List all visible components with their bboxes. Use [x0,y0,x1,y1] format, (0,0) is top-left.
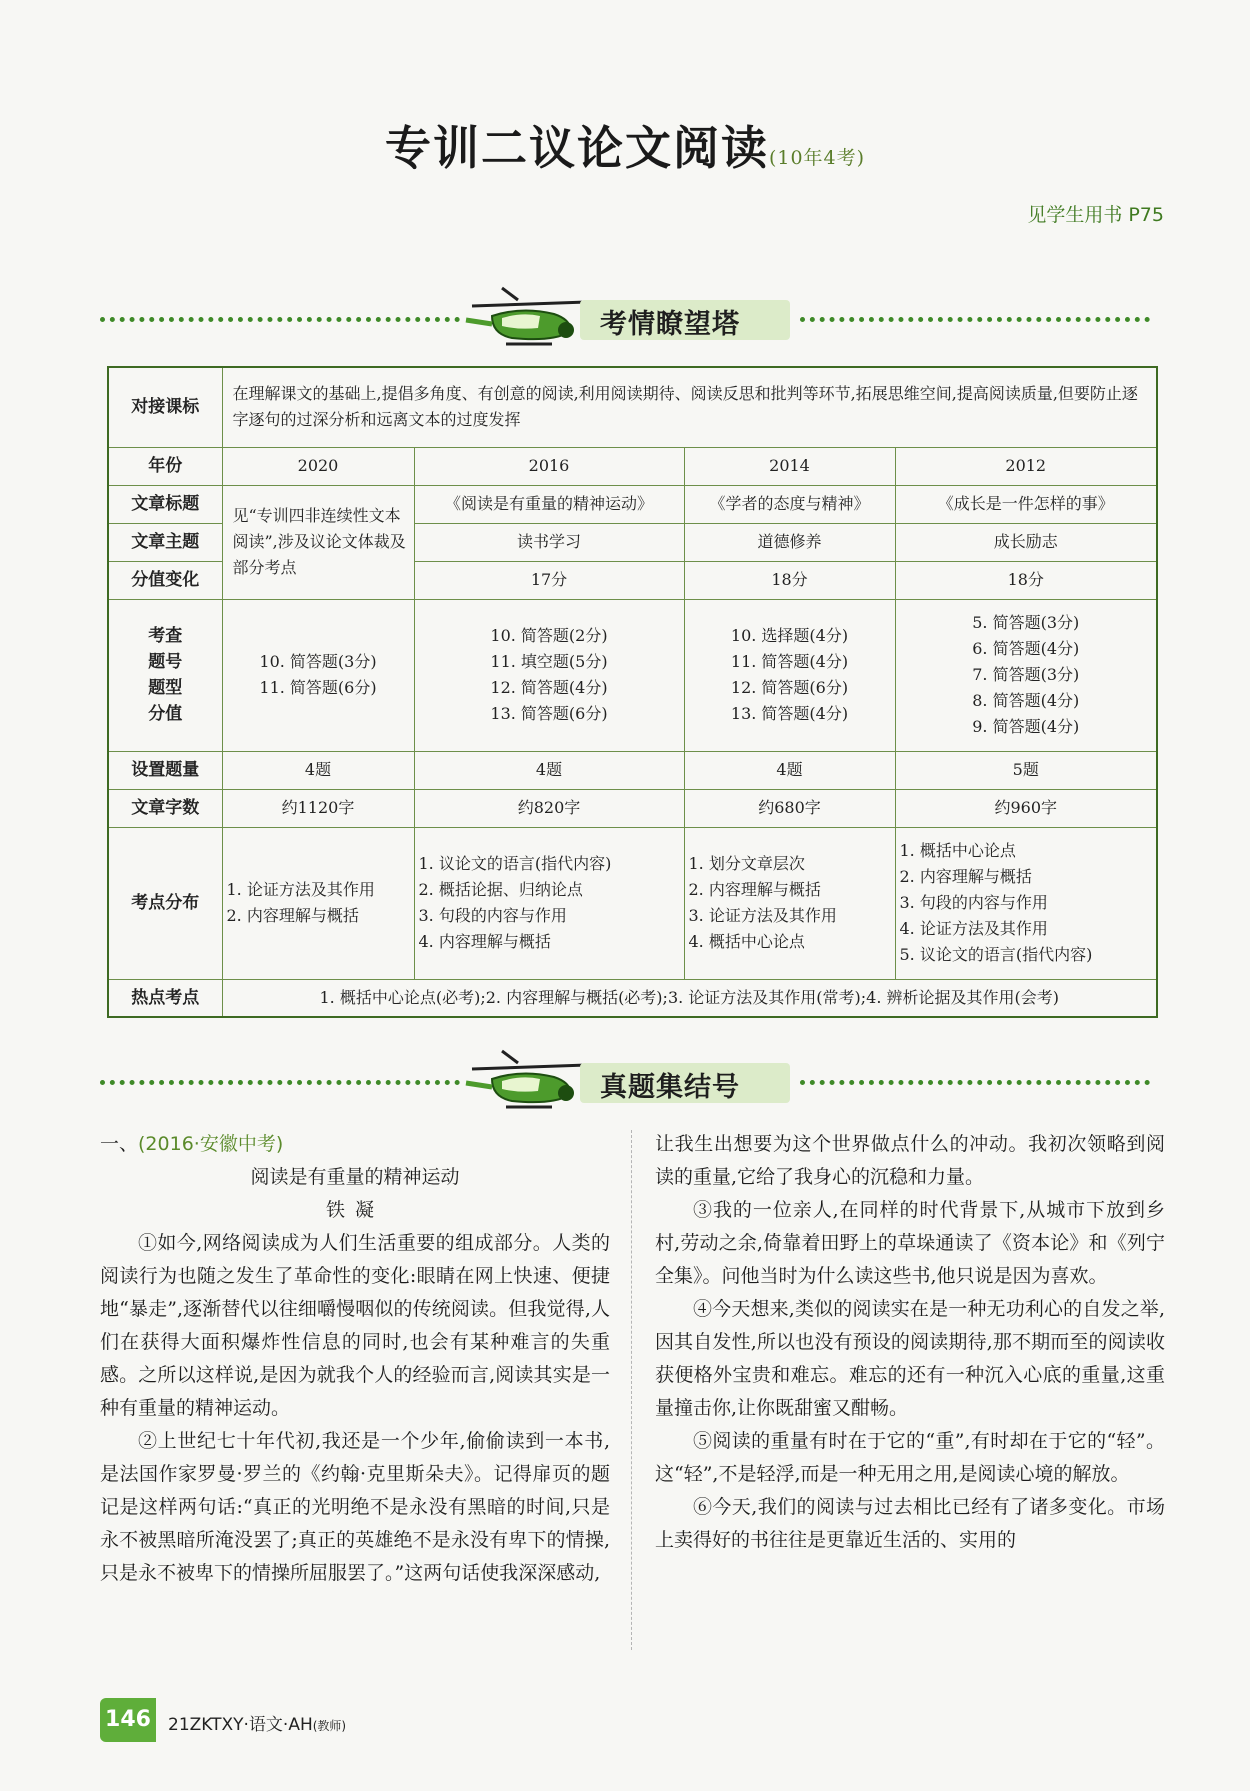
point-item: 3. 论证方法及其作用 [688,906,837,925]
questions-2012 [895,599,1157,751]
curriculum-text: 在理解课文的基础上,提倡多角度、有创意的阅读,利用阅读期待、阅读反思和批判等环节,拓展思维空间,提高阅读质量,但要防止逐字逐句的过深分析和远离文本的过度发挥 [222,367,1157,447]
point-item: 1. 划分文章层次 [688,854,805,873]
article-right-column [655,1128,1165,1557]
points-2012 [895,827,1157,979]
point-item: 3. 句段的内容与作用 [418,906,567,925]
points-2016 [414,827,684,979]
book-code [168,1710,346,1735]
score-2016: 17分 [414,561,684,599]
title-part1: 专训二 [384,121,529,175]
theme-2014: 道德修养 [684,523,895,561]
year-2020: 2020 [222,447,414,485]
helicopter-icon [462,1047,592,1117]
questions-2016 [414,599,684,751]
question-source: (2016·安徽中考) [138,1133,284,1155]
banner-real-questions [100,1055,1150,1109]
title-2014: 《学者的态度与精神》 [684,485,895,523]
point-item: 4. 概括中心论点 [688,932,805,951]
question-heading [100,1128,610,1161]
exam-info-table [107,366,1158,1018]
article-title-label: 文章标题 [108,485,222,523]
question-item: 13. 简答题(4分) [730,704,849,723]
helicopter-icon [462,284,592,354]
question-label-line: 题号 [148,652,183,672]
banner-label: 真题集结号 [600,1072,740,1103]
score-label: 分值变化 [108,561,222,599]
point-item: 2. 内容理解与概括 [688,880,821,899]
banner-dots-right [800,1080,1150,1085]
words-2016: 约820字 [414,789,684,827]
article-paragraph: ④今天想来,类似的阅读实在是一种无功利心的自发之举,因其自发性,所以也没有预设的阅读期待,那不期而至的阅读收获便格外宝贵和难忘。难忘的还有一种沉入心底的重量,这重量撞击你,让你既甜蜜又酣畅。 [655,1298,1165,1419]
article-paragraph: ③我的一位亲人,在同样的时代背景下,从城市下放到乡村,劳动之余,倚靠着田野上的草垛通读了《资本论》和《列宁全集》。问他当时为什么读这些书,他只说是因为喜欢。 [655,1199,1165,1287]
question-item: 5. 简答题(3分) [972,613,1080,632]
points-2020 [222,827,414,979]
count-2016: 4题 [414,751,684,789]
title-2012: 《成长是一件怎样的事》 [895,485,1157,523]
article-paragraph: ⑥今天,我们的阅读与过去相比已经有了诸多变化。市场上卖得好的书往往是更靠近生活的、实用的 [655,1496,1165,1551]
question-item: 6. 简答题(4分) [972,639,1080,658]
question-item: 9. 简答题(4分) [972,717,1080,736]
title-part2: 议论文阅读 [528,121,769,175]
question-label-line: 考查 [148,626,183,646]
question-item: 8. 简答题(4分) [972,691,1080,710]
point-item: 5. 议论文的语言(指代内容) [899,945,1093,964]
book-code-note: (教师) [312,1719,347,1733]
question-item: 11. 填空题(5分) [490,652,608,671]
page-number: 146 [100,1698,156,1742]
count-2014: 4题 [684,751,895,789]
point-item: 3. 句段的内容与作用 [899,893,1048,912]
question-item: 13. 简答题(6分) [490,704,608,723]
words-2014: 约680字 [684,789,895,827]
point-item: 2. 概括论据、归纳论点 [418,880,583,899]
year-label: 年份 [108,447,222,485]
article-author: 铁凝 [325,1199,384,1221]
question-item: 11. 简答题(4分) [730,652,849,671]
article-title: 阅读是有重量的精神运动 [250,1166,460,1188]
banner-dots-left [100,317,460,322]
points-label: 考点分布 [108,827,222,979]
questions-2014 [684,599,895,751]
article-continuation: 让我生出想要为这个世界做点什么的冲动。我初次领略到阅读的重量,它给了我身心的沉稳和力量。 [655,1133,1165,1188]
curriculum-label: 对接课标 [108,367,222,447]
point-item: 1. 论证方法及其作用 [226,880,375,899]
question-item: 11. 简答题(6分) [259,678,377,697]
question-item: 12. 简答题(4分) [490,678,608,697]
article-paragraph: ⑤阅读的重量有时在于它的“重”,有时却在于它的“轻”。这“轻”,不是轻浮,而是一种无用之用,是阅读心境的解放。 [655,1430,1165,1485]
book-code-text: 21ZKTXY·语文·AH [168,1715,313,1735]
theme-2016: 读书学习 [414,523,684,561]
question-item: 10. 简答题(3分) [259,652,377,671]
point-item: 4. 内容理解与概括 [418,932,551,951]
question-label-line: 分值 [148,704,183,724]
hot-text: 1. 概括中心论点(必考);2. 内容理解与概括(必考);3. 论证方法及其作用(常考);4. 辨析论据及其作用(会考) [222,979,1157,1017]
point-item: 2. 内容理解与概括 [226,906,359,925]
point-item: 1. 概括中心论点 [899,841,1016,860]
banner-dots-right [800,317,1150,322]
questions-2020 [222,599,414,751]
title-2016: 《阅读是有重量的精神运动》 [414,485,684,523]
point-item: 1. 议论文的语言(指代内容) [418,854,612,873]
theme-2012: 成长励志 [895,523,1157,561]
question-item: 7. 简答题(3分) [972,665,1080,684]
count-label: 设置题量 [108,751,222,789]
student-book-reference: 见学生用书 P75 [1027,204,1164,226]
words-2020: 约1120字 [222,789,414,827]
year-2016: 2016 [414,447,684,485]
page-title [0,112,1250,178]
year-2012: 2012 [895,447,1157,485]
article-theme-label: 文章主题 [108,523,222,561]
column-divider [631,1130,632,1650]
hot-label: 热点考点 [108,979,222,1017]
point-item: 4. 论证方法及其作用 [899,919,1048,938]
article-paragraph: ②上世纪七十年代初,我还是一个少年,偷偷读到一本书,是法国作家罗曼·罗兰的《约翰·克里斯朵夫》。记得扉页的题记是这样两句话:“真正的光明绝不是永没有黑暗的时间,只是永不被黑暗所淹没罢了;真正的英雄绝不是永没有卑下的情操,只是永不被卑下的情操所屈服罢了。”这两句话使我深深感动, [100,1430,610,1584]
title-note: (10年4考) [768,147,866,169]
score-2014: 18分 [684,561,895,599]
score-2012: 18分 [895,561,1157,599]
banner-exam-info [100,292,1150,346]
question-item: 10. 选择题(4分) [730,626,849,645]
banner-dots-left [100,1080,460,1085]
points-2014 [684,827,895,979]
question-item: 12. 简答题(6分) [730,678,849,697]
question-label-line: 题型 [148,678,183,698]
question-number: 一、 [100,1133,139,1155]
article-paragraph: ①如今,网络阅读成为人们生活重要的组成部分。人类的阅读行为也随之发生了革命性的变化:眼睛在网上快速、便捷地“暴走”,逐渐替代以往细嚼慢咽似的传统阅读。但我觉得,人们在获得大面积爆炸性信息的同时,也会有某种难言的失重感。之所以这样说,是因为就我个人的经验而言,阅读其实是一种有重量的精神运动。 [100,1232,610,1419]
banner-label: 考情瞭望塔 [600,309,740,340]
year-2014: 2014 [684,447,895,485]
question-item: 10. 简答题(2分) [490,626,608,645]
words-2012: 约960字 [895,789,1157,827]
words-label: 文章字数 [108,789,222,827]
article-left-column [100,1128,610,1590]
question-label [108,599,222,751]
count-2020: 4题 [222,751,414,789]
count-2012: 5题 [895,751,1157,789]
note-2020: 见“专训四非连续性文本阅读”,涉及议论文体裁及部分考点 [222,485,414,599]
point-item: 2. 内容理解与概括 [899,867,1032,886]
